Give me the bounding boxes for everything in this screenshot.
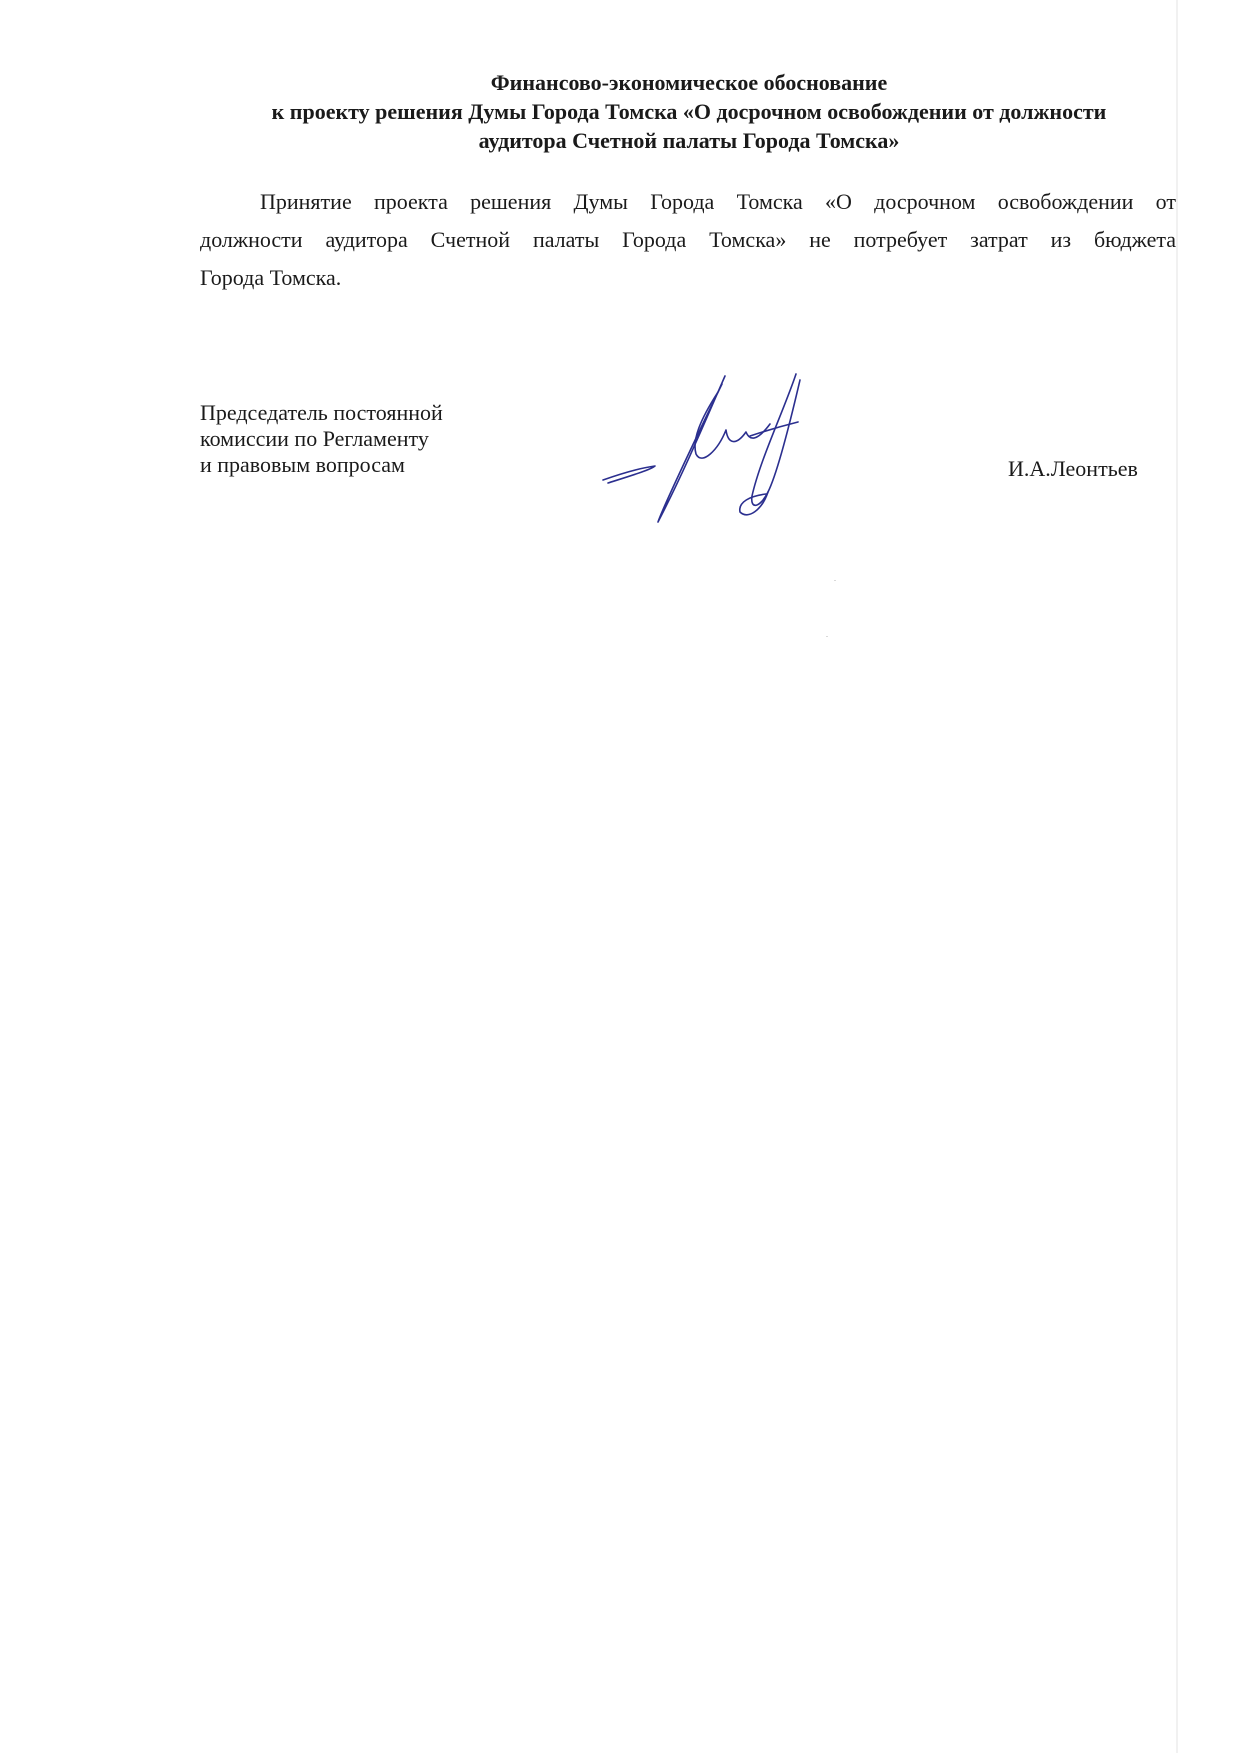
signer-title-line-3: и правовым вопросам <box>200 452 405 477</box>
scan-speck <box>834 580 836 581</box>
signer-name: И.А.Леонтьев <box>1008 456 1138 481</box>
signer-title-line-2: комиссии по Регламенту <box>200 426 429 451</box>
heading-line-1: Финансово-экономическое обоснование <box>490 70 888 95</box>
handwritten-signature-icon <box>600 370 830 530</box>
scan-speck <box>826 636 828 637</box>
heading-line-2: к проекту решения Думы Города Томска «О досрочном освобождении от должности <box>271 99 1107 124</box>
paragraph-line-2: должности аудитора Счетной палаты Города Томска» не потребует затрат из бюджета <box>200 227 1176 252</box>
paragraph-line-3: Города Томска. <box>200 265 342 290</box>
signer-title-line-1: Председатель постоянной <box>200 400 443 425</box>
heading-line-3: аудитора Счетной палаты Города Томска» <box>478 128 900 153</box>
document-heading <box>200 68 1178 155</box>
signer-title <box>200 400 443 478</box>
scan-edge <box>1176 0 1178 1753</box>
body-paragraph <box>200 183 1176 297</box>
paragraph-line-1: Принятие проекта решения Думы Города Томска «О досрочном освобождении от <box>260 189 1176 214</box>
